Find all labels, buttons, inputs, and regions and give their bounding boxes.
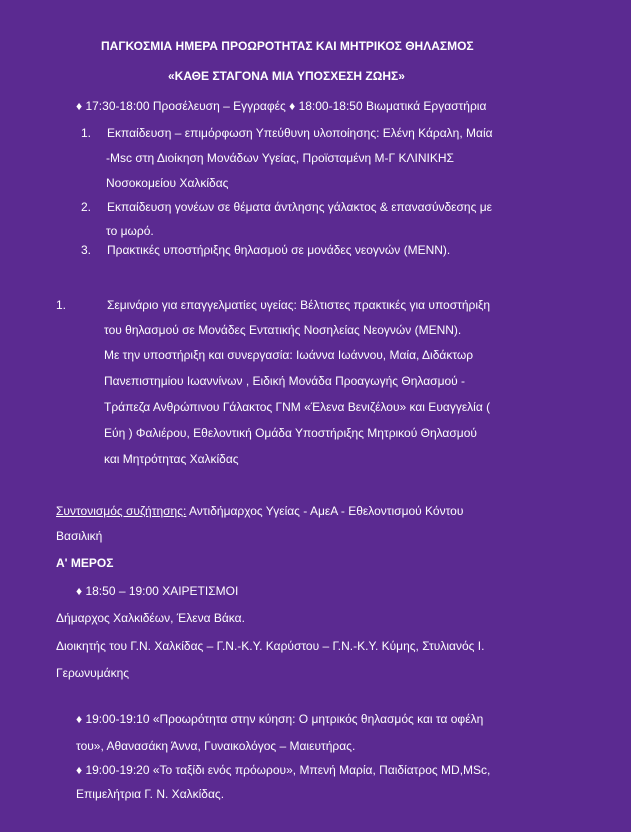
seminar-line-4: Πανεπιστημίου Ιωαννίνων , Ειδική Μονάδα Προαγωγής Θηλασμού - <box>104 374 466 388</box>
page-subtitle: «ΚΑΘΕ ΣΤΑΓΟΝΑ ΜΙΑ ΥΠΟΣΧΕΣΗ ΖΩΗΣ» <box>168 69 405 83</box>
greetings-line-2: Διοικητής του Γ.Ν. Χαλκίδας – Γ.Ν.-Κ.Υ. Καρύστου – Γ.Ν.-Κ.Υ. Κύμης, Στυλιανός Ι. <box>56 639 485 653</box>
greetings-time: ♦ 18:50 – 19:00 ΧΑΙΡΕΤΙΣΜΟΙ <box>76 584 239 598</box>
moderation-line <box>56 503 463 519</box>
workshop-3-number: 3. <box>81 243 92 257</box>
workshop-1-line-3: Νοσοκομείου Χαλκίδας <box>106 176 229 190</box>
workshop-1-number: 1. <box>81 126 92 140</box>
workshop-2-line-2: το μωρό. <box>106 224 154 238</box>
seminar-line-2: του θηλασμού σε Μονάδες Εντατικής Νοσηλείας Νεογνών (ΜΕΝΝ). <box>104 323 462 337</box>
moderation-line-2: Βασιλική <box>56 529 103 543</box>
talk-1-line-2: του», Αθανασάκη Άννα, Γυναικολόγος – Μαιευτήρας. <box>76 739 356 753</box>
moderation-label: Συντονισμός συζήτησης: <box>56 504 187 518</box>
workshop-2-number: 2. <box>81 200 92 214</box>
part-a-heading: Α' ΜΕΡΟΣ <box>56 556 114 570</box>
workshop-3-line-1: Πρακτικές υποστήριξης θηλασμού σε μονάδες νεογνών (ΜΕΝΝ). <box>107 243 451 257</box>
schedule-line: ♦ 17:30-18:00 Προσέλευση – Εγγραφές ♦ 18:00-18:50 Βιωματικά Εργαστήρια <box>76 99 487 113</box>
greetings-line-3: Γερωνυμάκης <box>56 666 130 680</box>
moderation-text: Αντιδήμαρχος Υγείας - ΑμεΑ - Εθελοντισμού Κόντου <box>186 504 464 518</box>
seminar-line-1: Σεμινάριο για επαγγελματίες υγείας: Βέλτιστες πρακτικές για υποστήριξη <box>107 298 491 312</box>
workshop-1-line-1: Εκπαίδευση – επιμόρφωση Υπεύθυνη υλοποίησης: Ελένη Κάραλη, Μαία <box>107 126 493 140</box>
seminar-number: 1. <box>56 298 67 312</box>
page-title: ΠΑΓΚΟΣΜΙΑ ΗΜΕΡΑ ΠΡΟΩΡΟΤΗΤΑΣ ΚΑΙ ΜΗΤΡΙΚΟΣ ΘΗΛΑΣΜΟΣ <box>101 39 474 53</box>
greetings-line-1: Δήμαρχος Χαλκιδέων, Έλενα Βάκα. <box>56 611 245 625</box>
talk-2-line-2: Επιμελήτρια Γ. Ν. Χαλκίδας. <box>76 787 225 801</box>
talk-2-line-1: ♦ 19:00-19:20 «Το ταξίδι ενός πρόωρου», Μπενή Μαρία, Παιδίατρος MD,MSc, <box>76 763 491 777</box>
talk-1-line-1: ♦ 19:00-19:10 «Προωρότητα στην κύηση: Ο μητρικός θηλασμός και τα οφέλη <box>76 712 484 726</box>
seminar-line-7: και Μητρότητας Χαλκίδας <box>104 452 239 466</box>
workshop-2-line-1: Εκπαίδευση γονέων σε θέματα άντλησης γάλακτος & επανασύνδεσης με <box>107 200 492 214</box>
seminar-line-5: Τράπεζα Ανθρώπινου Γάλακτος ΓΝΜ «Έλενα Βενιζέλου» και Ευαγγελία ( <box>104 400 491 414</box>
seminar-line-3: Με την υποστήριξη και συνεργασία: Ιωάννα Ιωάννου, Μαία, Διδάκτωρ <box>104 348 474 362</box>
seminar-line-6: Εύη ) Φαλιέρου, Εθελοντική Ομάδα Υποστήριξης Μητρικού Θηλασμού <box>104 426 477 440</box>
workshop-1-line-2: -Msc στη Διοίκηση Μονάδων Υγείας, Προϊσταμένη Μ-Γ ΚΛΙΝΙΚΗΣ <box>106 151 454 165</box>
